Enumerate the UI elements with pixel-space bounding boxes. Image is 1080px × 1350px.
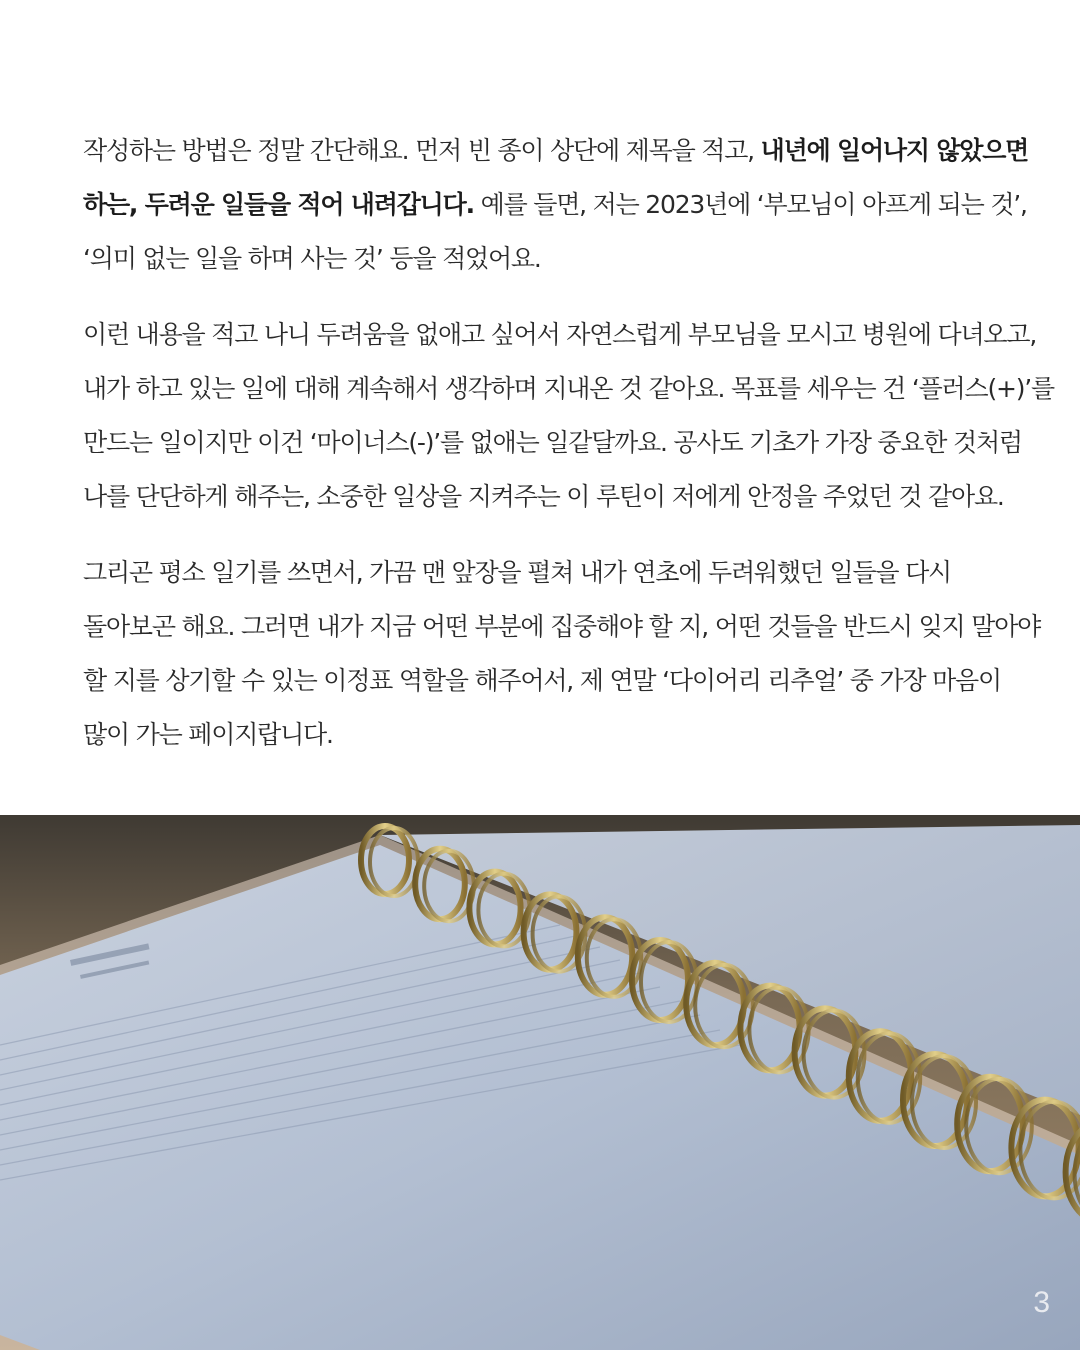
paragraph: [83, 308, 1055, 524]
paragraph: [83, 546, 1043, 762]
text-line: [83, 470, 1043, 524]
body-text: ‘의미 없는 일을 하며 사는 것’ 등을 적었어요.: [83, 244, 541, 273]
body-text: 돌아보곤 해요. 그러면 내가 지금 어떤 부분에 집중해야 할 지, 어떤 것들을 반드시 잊지 말아야: [83, 612, 1041, 641]
text-line: [83, 708, 1043, 762]
text-line: [83, 362, 1055, 416]
body-text: 할 지를 상기할 수 있는 이정표 역할을 해주어서, 제 연말 ‘다이어리 리추얼’ 중 가장 마음이: [83, 666, 1001, 695]
text-line: [83, 546, 1043, 600]
page-number: 3: [1033, 1286, 1050, 1319]
text-line: [83, 308, 1043, 362]
body-text: 그리곤 평소 일기를 쓰면서, 가끔 맨 앞장을 펼쳐 내가 연초에 두려워했던 일들을 다시: [83, 558, 952, 587]
text-line: [83, 232, 1043, 286]
body-text: 만드는 일이지만 이건 ‘마이너스(-)’를 없애는 일같달까요. 공사도 기초가 가장 중요한 것처럼: [83, 428, 1022, 457]
text-line: [83, 124, 1043, 178]
body-text: 내가 하고 있는 일에 대해 계속해서 생각하며 지내온 것 같아요. 목표를 세우는 건 ‘플러스(+)’를: [83, 374, 1055, 403]
emphasized-text: 내년에 일어나지 않았으면: [760, 136, 1029, 165]
body-text: 이런 내용을 적고 나니 두려움을 없애고 싶어서 자연스럽게 부모님을 모시고 병원에 다녀오고,: [83, 320, 1037, 349]
body-text: 예를 들면, 저는 2023년에 ‘부모님이 아프게 되는 것’,: [473, 190, 1027, 219]
body-text: 많이 가는 페이지랍니다.: [83, 720, 333, 749]
emphasized-text: 하는, 두려운 일들을 적어 내려갑니다.: [83, 190, 474, 219]
text-line: [83, 600, 1043, 654]
text-line: [83, 654, 1043, 708]
text-line: [83, 178, 1043, 232]
spiral-notebook-photo: [0, 815, 1080, 1350]
text-line: [83, 416, 1043, 470]
notebook-photo: [0, 815, 1080, 1350]
paragraph: [83, 124, 1043, 286]
body-text: 작성하는 방법은 정말 간단해요. 먼저 빈 종이 상단에 제목을 적고,: [83, 136, 761, 165]
body-text: 나를 단단하게 해주는, 소중한 일상을 지켜주는 이 루틴이 저에게 안정을 주었던 것 같아요.: [83, 482, 1004, 511]
article-text: [83, 124, 1055, 784]
